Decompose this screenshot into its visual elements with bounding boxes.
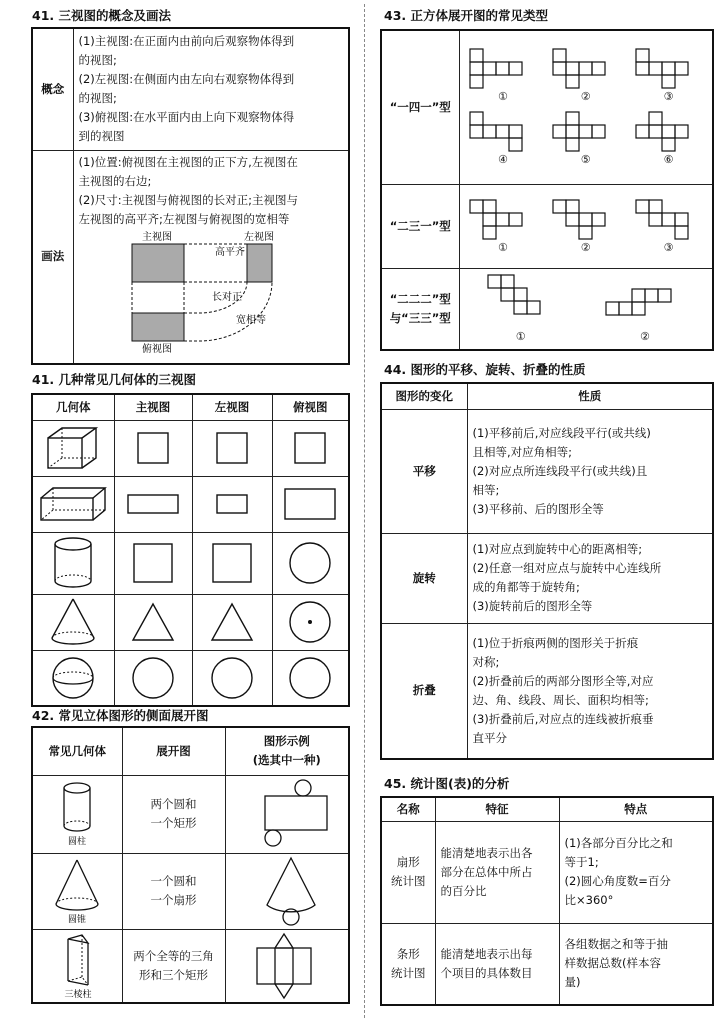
cube-net-4 [469,111,537,153]
triangle-view [209,601,255,643]
table-row [32,476,349,532]
rectangle-view [214,492,250,516]
table-row: “二三一”型 ① ② ③ [381,184,713,268]
column-divider [364,4,365,1018]
circle-view [287,655,333,701]
section-42-title: 42. 常见立体图形的侧面展开图 [32,708,209,723]
three-view-concept-table [31,27,350,365]
concept-text: (1)主视图:在正面内由前向后观察物体得到 的视图; (2)左视图:在侧面内由左向右观察物体得到 的视图; (3)俯视图:在水平面内由上向下观察物体得 到的视图 [73,28,349,150]
square-view [131,541,175,585]
cube-net-222 [487,274,555,330]
type-231-label: “二三一”型 [381,184,459,268]
table-row [32,532,349,594]
table-row: 圆锥 一个圆和 一个扇形 [32,853,349,929]
table-row: 旋转 (1)对应点到旋转中心的距离相等; (2)任意一组对应点与旋转中心连线所 成的角都等于旋转角; (3)旋转前后的图形全等 [381,533,713,623]
circle-view [287,540,333,586]
svg-text:长对正: 长对正 [211,291,242,303]
section-41b-title: 41. 几种常见几何体的三视图 [32,372,196,387]
section-44-title: 44. 图形的平移、旋转、折叠的性质 [384,362,586,377]
table-row: 扇形 统计图 能清楚地表示出各 部分在总体中所占 的百分比 (1)各部分百分比之和 等于1; (2)圆心角度数=百分 比×360° [381,821,713,923]
svg-text:圆锥: 圆锥 [68,915,87,925]
header-solid: 几何体 [32,394,114,420]
draw-text: (1)位置:俯视图在主视图的正下方,左视图在 主视图的右边; (2)尺寸:主视图与俯视图的长对正;主视图与 左视图的高平齐;左视图与俯视图的宽相等 主视图 左视图 长对正 高平齐 宽相等 俯视图 [73,150,349,364]
table-row: 三棱柱 两个全等的三角 形和三个矩形 [32,929,349,1003]
circle-center-view [287,599,333,645]
section-45-title: 45. 统计图(表)的分析 [384,776,510,791]
svg-text:圆柱: 圆柱 [68,837,87,847]
transformation-properties-table [380,382,714,760]
header-common-solid: 常见几何体 [32,727,122,775]
lateral-unfolding-table [31,726,350,1004]
cube-figure [42,424,104,472]
svg-text:左视图: 左视图 [243,231,274,243]
section-43-title: 43. 正方体展开图的常见类型 [384,8,548,23]
svg-text:高平齐: 高平齐 [214,246,245,258]
cylinder-figure [48,535,98,591]
table-row [32,420,349,476]
three-view-layout-diagram [79,231,345,355]
cube-net-3 [635,48,703,90]
type-222-33-label: “二二二”型 与“三三”型 [381,268,459,350]
cube-net-types-table [380,29,714,351]
square-view [214,430,250,466]
circle-view [209,655,255,701]
cube-net-231-2 [552,199,620,241]
section-41a-title: 41. 三视图的概念及画法 [32,8,171,23]
concept-label: 概念 [32,28,73,150]
prism-net [237,930,337,1002]
statistics-chart-table [380,796,714,1006]
table-row: 平移 (1)平移前后,对应线段平行(或共线) 且相等,对应角相等; (2)对应点所连线段平行(或共线)且 相等; (3)平移前、后的图形全等 [381,409,713,533]
header-top: 俯视图 [272,394,349,420]
cube-net-2 [552,48,620,90]
draw-label: 画法 [32,150,73,364]
header-left: 左视图 [192,394,272,420]
cone-net [237,855,337,927]
header-front: 主视图 [114,394,192,420]
table-row: 折叠 (1)位于折痕两侧的图形关于折痕 对称; (2)折叠前后的两部分图形全等,对应 边、角、线段、周长、面积均相等; (3)折叠前后,对应点的连线被折痕垂 直平分 [381,623,713,759]
table-row: “一四一”型 ① ② ③ ④ ⑤ ⑥ [381,30,713,184]
circle-view [130,655,176,701]
cube-net-231-3 [635,199,703,241]
cube-net-1 [469,48,537,90]
table-row: 圆柱 两个圆和 一个矩形 [32,775,349,853]
rectangle-view [282,486,338,522]
cylinder-net [237,778,337,850]
three-views-table [31,393,350,707]
cone-figure [42,856,112,926]
header-name: 名称 [381,797,435,821]
header-unfolding: 展开图 [122,727,225,775]
square-view [292,430,328,466]
triangular-prism-figure [42,931,112,1001]
cuboid-figure [37,484,109,524]
header-feature: 特征 [435,797,559,821]
table-row: 条形 统计图 能清楚地表示出每 个项目的具体数目 各组数据之和等于抽 样数据总数(样本容 量) [381,923,713,1005]
type-141-label: “一四一”型 [381,30,459,184]
svg-text:俯视图: 俯视图 [141,343,172,355]
square-view [210,541,254,585]
sphere-figure [49,654,97,702]
cube-net-6 [635,111,703,153]
table-row: “二二二”型 与“三三”型 ① ② [381,268,713,350]
header-transformation: 图形的变化 [381,383,467,409]
svg-text:三棱柱: 三棱柱 [64,989,92,1000]
table-row [32,650,349,706]
rectangle-view [125,492,181,516]
cube-net-5 [552,111,620,153]
cube-net-231-1 [469,199,537,241]
table-row [32,594,349,650]
cylinder-figure [42,778,112,850]
header-property: 性质 [467,383,713,409]
header-characteristic: 特点 [559,797,713,821]
svg-text:主视图: 主视图 [141,231,172,243]
header-example: 图形示例 (选其中一种) [225,727,349,775]
triangle-view [130,601,176,643]
square-view [135,430,171,466]
svg-text:宽相等: 宽相等 [235,314,266,326]
cube-net-33 [605,288,685,330]
cone-figure [46,596,100,648]
